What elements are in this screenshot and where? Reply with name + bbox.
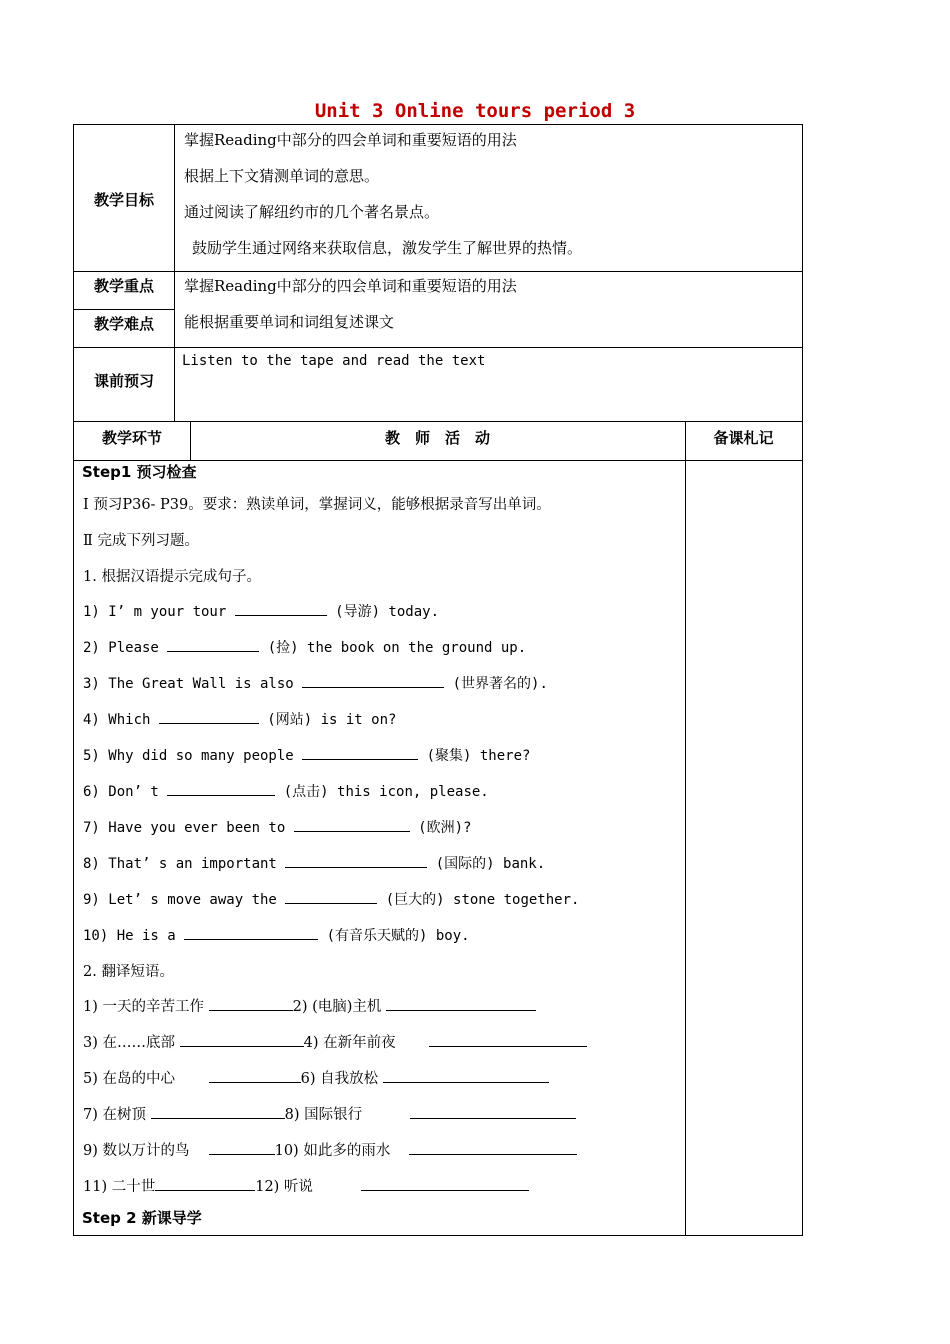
sentence-item: 5) Why did so many people (聚集) there? (83, 748, 531, 764)
answer-blank[interactable] (167, 639, 259, 652)
answer-blank[interactable] (209, 998, 293, 1011)
answer-blank[interactable] (209, 1142, 275, 1155)
answer-blank[interactable] (285, 891, 377, 904)
sentence-item: 2) Please (捡) the book on the ground up. (83, 640, 527, 656)
answer-blank[interactable] (209, 1070, 301, 1083)
key-points-text: 掌握Reading中部分的四会单词和重要短语的用法 (184, 277, 517, 295)
header-stage: 教学环节 (101, 429, 162, 447)
difficulties-text: 能根据重要单词和词组复述课文 (184, 313, 395, 331)
step1-title: Step1 预习检查 (82, 463, 197, 481)
phrase-item: 5) 在岛的中心 6) 自我放松 (83, 1067, 549, 1088)
answer-blank[interactable] (409, 1142, 577, 1155)
key-points-label: 教学重点 (93, 277, 154, 295)
answer-blank[interactable] (184, 927, 318, 940)
sentence-item: 7) Have you ever been to (欧洲)? (83, 820, 472, 836)
preview-text: Listen to the tape and read the text (182, 353, 486, 369)
answer-blank[interactable] (155, 1178, 255, 1191)
lesson-table (73, 124, 803, 1236)
objective-item: 鼓励学生通过网络来获取信息，激发学生了解世界的热情。 (192, 239, 583, 257)
divider (174, 125, 175, 421)
answer-blank[interactable] (285, 855, 427, 868)
answer-blank[interactable] (294, 819, 410, 832)
answer-blank[interactable] (235, 603, 327, 616)
difficulties-label: 教学难点 (93, 315, 154, 333)
page-title: Unit 3 Online tours period 3 (314, 100, 636, 122)
objective-item: 根据上下文猜测单词的意思。 (184, 167, 380, 185)
phrase-item: 9) 数以万计的鸟 10) 如此多的雨水 (83, 1139, 577, 1160)
objective-item: 掌握Reading中部分的四会单词和重要短语的用法 (184, 131, 517, 149)
step1-q1: 1. 根据汉语提示完成句子。 (83, 569, 261, 585)
sentence-item: 4) Which (网站) is it on? (83, 712, 397, 728)
answer-blank[interactable] (151, 1106, 285, 1119)
step2-title: Step 2 新课导学 (82, 1209, 202, 1227)
sentence-item: 8) That’ s an important (国际的) bank. (83, 856, 546, 872)
answer-blank[interactable] (167, 783, 275, 796)
divider (74, 271, 802, 272)
sentence-item: 1) I’ m your tour (导游) today. (83, 604, 440, 620)
phrase-item: 11) 二十世 12) 听说 (83, 1175, 529, 1196)
answer-blank[interactable] (383, 1070, 549, 1083)
objectives-label: 教学目标 (93, 191, 154, 209)
answer-blank[interactable] (159, 711, 259, 724)
header-activity: 教 师 活 动 (384, 429, 490, 447)
answer-blank[interactable] (180, 1034, 304, 1047)
header-notes: 备课札记 (713, 429, 774, 447)
step1-preview: Ⅰ 预习P36- P39。要求：熟读单词，掌握词义，能够根据录音写出单词。 (83, 497, 551, 513)
objective-item: 通过阅读了解纽约市的几个著名景点。 (184, 203, 440, 221)
answer-blank[interactable] (302, 675, 444, 688)
sentence-item: 10) He is a (有音乐天赋的) boy. (83, 928, 470, 944)
answer-blank[interactable] (410, 1106, 576, 1119)
divider (74, 309, 174, 310)
divider (685, 421, 686, 1236)
step1-exercises: Ⅱ 完成下列习题。 (83, 533, 199, 549)
divider (74, 347, 802, 348)
sentence-item: 3) The Great Wall is also (世界著名的). (83, 676, 548, 692)
answer-blank[interactable] (429, 1034, 587, 1047)
phrase-item: 1) 一天的辛苦工作 2) (电脑)主机 (83, 995, 536, 1016)
sentence-item: 9) Let’ s move away the (巨大的) stone together. (83, 892, 580, 908)
answer-blank[interactable] (386, 998, 536, 1011)
sentence-item: 6) Don’ t (点击) this icon, please. (83, 784, 489, 800)
phrase-item: 7) 在树顶 8) 国际银行 (83, 1103, 576, 1124)
divider (74, 421, 802, 422)
answer-blank[interactable] (302, 747, 418, 760)
step1-q2: 2. 翻译短语。 (83, 964, 174, 980)
phrase-item: 3) 在……底部 4) 在新年前夜 (83, 1031, 587, 1052)
answer-blank[interactable] (361, 1178, 529, 1191)
preview-label: 课前预习 (93, 372, 154, 390)
